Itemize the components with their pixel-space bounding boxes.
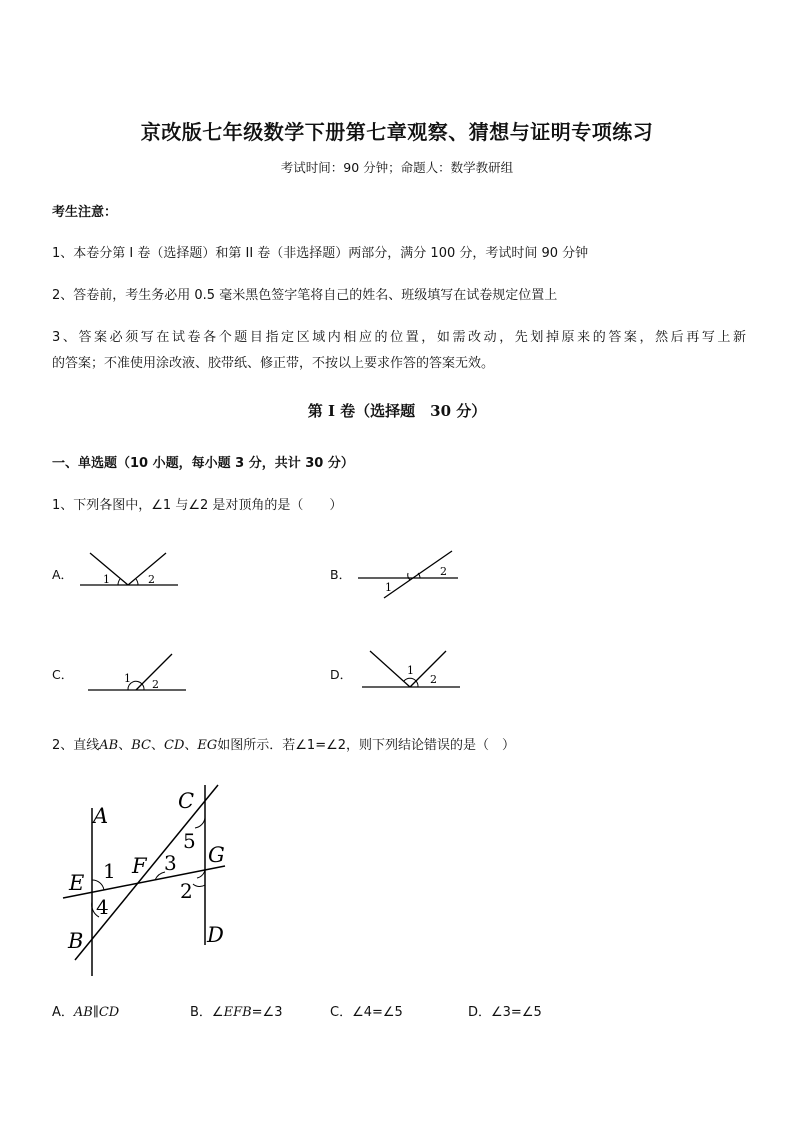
page-title: 京改版七年级数学下册第七章观察、猜想与证明专项练习 (140, 120, 654, 144)
notice-line-3b: 的答案；不准使用涂改液、胶带纸、修正带，不按以上要求作答的答案无效。 (52, 356, 495, 371)
angle-2: 2 (180, 879, 193, 903)
q2-option-d: D．∠3=∠5 (468, 1005, 542, 1020)
angle-label-1: 1 (103, 573, 110, 586)
point-A: A (93, 804, 109, 828)
angle-label-1: 1 (124, 672, 131, 685)
q1-option-b-label: B． (330, 567, 352, 582)
q1-option-a-figure (78, 545, 188, 595)
part-title: 一、单选题（10 小题，每小题 3 分，共计 30 分） (52, 456, 354, 471)
angle-label-1: 1 (407, 664, 414, 677)
angle-label-2: 2 (148, 573, 155, 586)
exam-info: 考试时间：90 分钟；命题人：数学教研组 (280, 160, 514, 175)
q2-option-b: B．∠EFB=∠3 (190, 1005, 283, 1020)
angle-label-2: 2 (152, 678, 159, 691)
point-G: G (208, 843, 225, 867)
point-F: F (132, 854, 147, 878)
angle-1: 1 (103, 859, 116, 883)
q2-option-a: A．AB∥CD (52, 1005, 120, 1020)
question-2-stem: 2、直线AB、BC、CD、EG如图所示．若∠1=∠2，则下列结论错误的是（ ） (52, 738, 516, 753)
q1-option-d-label: D． (330, 667, 353, 682)
q2-option-c: C．∠4=∠5 (330, 1005, 403, 1020)
point-E: E (69, 871, 85, 895)
notice-heading: 考生注意： (52, 205, 118, 220)
q1-option-c-label: C． (52, 667, 74, 682)
angle-label-2: 2 (430, 673, 437, 686)
point-D: D (207, 923, 224, 947)
angle-label-1: 1 (385, 581, 392, 594)
point-C: C (178, 789, 195, 813)
q1-option-b-figure (352, 545, 462, 601)
angle-5: 5 (183, 829, 196, 853)
q1-option-a-label: A． (52, 567, 74, 582)
q1-option-c-figure (86, 650, 196, 695)
section-title: 第 I 卷（选择题 30 分） (307, 402, 487, 420)
point-B: B (68, 929, 84, 953)
notice-line-2: 2、答卷前，考生务必用 0.5 毫米黑色签字笔将自己的姓名、班级填写在试卷规定位置上 (52, 288, 558, 303)
angle-4: 4 (96, 895, 109, 919)
question-1-stem: 1、下列各图中，∠1 与∠2 是对顶角的是（ ） (52, 498, 343, 513)
angle-label-2: 2 (440, 565, 447, 578)
q1-option-d-figure (360, 645, 470, 695)
q2-figure (55, 780, 245, 980)
angle-3: 3 (164, 851, 177, 875)
notice-line-1: 1、本卷分第 I 卷（选择题）和第 II 卷（非选择题）两部分，满分 100 分，考试时间 90 分钟 (52, 246, 589, 261)
notice-line-3a: 3、答案必须写在试卷各个题目指定区域内相应的位置，如需改动，先划掉原来的答案，然后再写上新 (52, 330, 746, 345)
